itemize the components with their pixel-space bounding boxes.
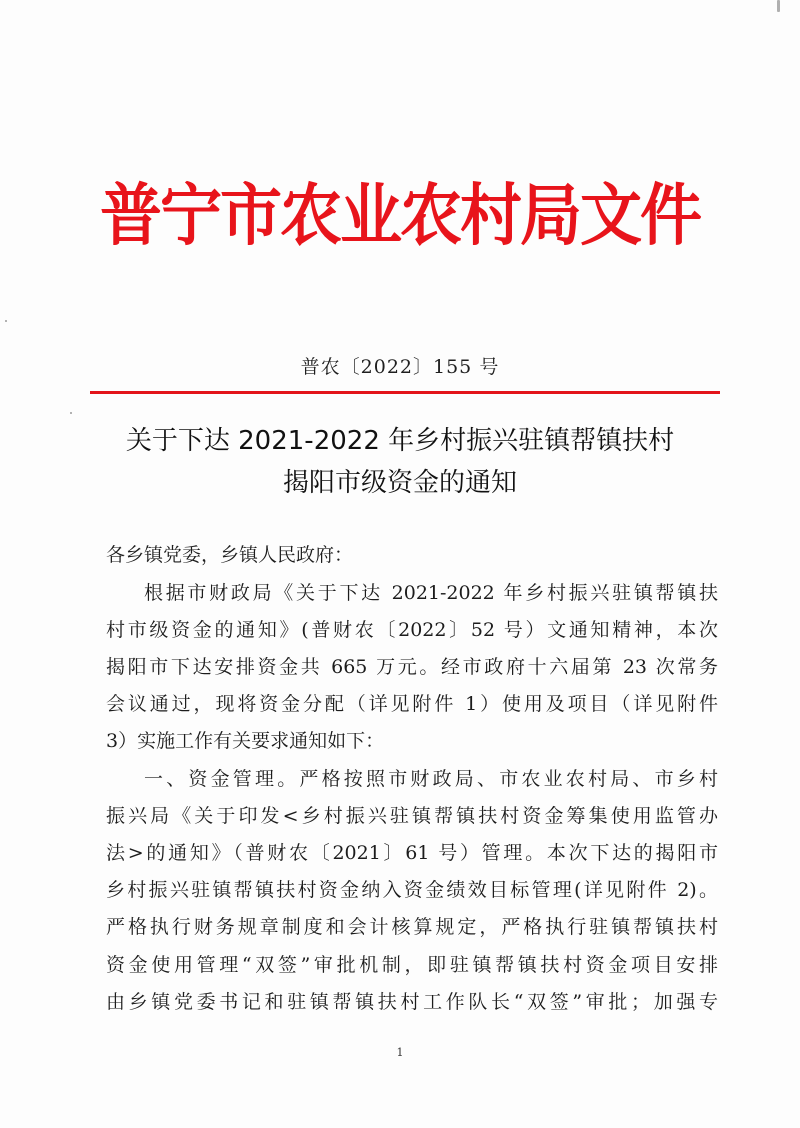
body-line: 根据市财政局《关于下达 2021-2022 年乡村振兴驻镇帮镇扶: [144, 582, 718, 604]
document-number: 普农〔2022〕155 号: [300, 356, 500, 378]
body-line: 振兴局《关于印发<乡村振兴驻镇帮镇扶村资金筹集使用监管办: [106, 805, 718, 827]
body-line: 3）实施工作有关要求通知如下：: [106, 730, 385, 752]
red-divider-line: [90, 391, 720, 394]
scan-speck: [5, 320, 7, 322]
body-line: 法>的通知》（普财农〔2021〕61 号）管理。本次下达的揭阳市: [106, 842, 718, 864]
notice-title-line-2: 揭阳市级资金的通知: [282, 468, 517, 498]
body-line: 会议通过，现将资金分配（详见附件 1）使用及项目（详见附件: [106, 693, 718, 715]
notice-title-line-1: 关于下达 2021-2022 年乡村振兴驻镇帮镇扶村: [125, 426, 675, 456]
notice-title: [60, 420, 740, 504]
scan-edge-mark: [777, 0, 780, 12]
body-line: 村市级资金的通知》(普财农〔2022〕52 号）文通知精神，本次: [106, 619, 718, 641]
salutation: 各乡镇党委，乡镇人民政府：: [106, 544, 354, 566]
body-line: 乡村振兴驻镇帮镇扶村资金纳入资金绩效目标管理(详见附件 2)。: [106, 879, 718, 901]
masthead-title: 普宁市农业农村局文件: [99, 176, 700, 255]
page-number: 1: [396, 1046, 404, 1059]
body-line: 严格执行财务规章制度和会计核算规定，严格执行驻镇帮镇扶村: [106, 916, 718, 938]
body-line: 一、资金管理。严格按照市财政局、市农业农村局、市乡村: [144, 768, 718, 790]
scan-speck: [70, 412, 72, 414]
body-line: 由乡镇党委书记和驻镇帮镇扶村工作队长“双签”审批；加强专: [106, 991, 718, 1013]
body-line: 资金使用管理“双签”审批机制，即驻镇帮镇扶村资金项目安排: [106, 954, 718, 976]
body-line: 揭阳市下达安排资金共 665 万元。经市政府十六届第 23 次常务: [106, 656, 718, 678]
